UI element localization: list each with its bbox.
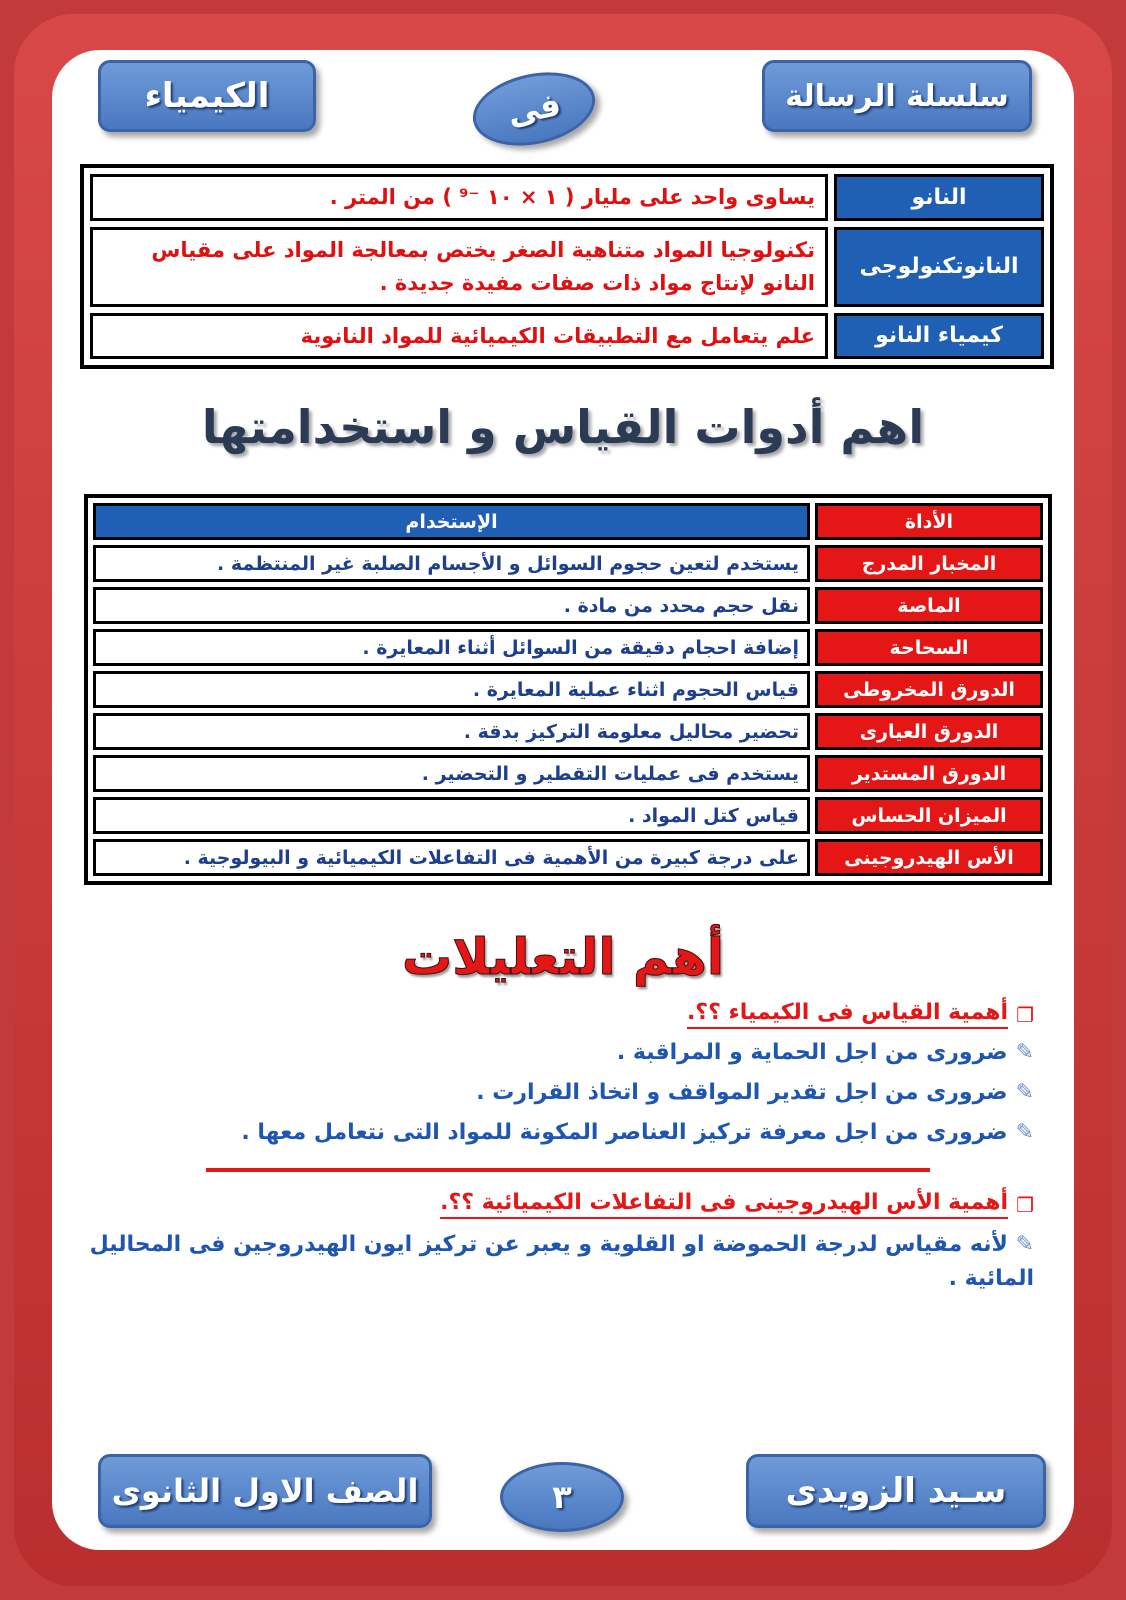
table-header-row (93, 503, 1043, 540)
definition-text: علم يتعامل مع التطبيقات الكيميائية للمواد النانوية (90, 313, 828, 360)
tool-use: إضافة احجام دقيقة من السوائل أثناء المعايرة . (93, 629, 810, 666)
table-row (93, 545, 1043, 582)
table-row (90, 174, 1044, 221)
tool-name: الدورق المستدير (815, 755, 1043, 792)
document-icon: ❐ (1016, 1192, 1034, 1217)
tool-use: على درجة كبيرة من الأهمية فى التفاعلات الكيميائية و البيولوجية . (93, 839, 810, 876)
tool-use: قياس الحجوم اثناء عملية المعايرة . (93, 671, 810, 708)
footer-author-badge: سـيد الزويدى (746, 1454, 1046, 1528)
table-row (93, 629, 1043, 666)
tool-name: الدورق المخروطى (815, 671, 1043, 708)
tool-use: قياس كتل المواد . (93, 797, 810, 834)
tool-name: الميزان الحساس (815, 797, 1043, 834)
question-1 (687, 1000, 1034, 1029)
tool-use: تحضير محاليل معلومة التركيز بدقة . (93, 713, 810, 750)
question-text: أهمية الأس الهيدروجينى فى التفاعلات الكيميائية ؟؟. (440, 1190, 1008, 1219)
answer-item (241, 1120, 1034, 1145)
column-header-use: الإستخدام (93, 503, 810, 540)
tool-name: الماصة (815, 587, 1043, 624)
header-series-badge: سلسلة الرسالة (762, 60, 1032, 132)
pencil-icon: ✎ (1015, 1040, 1034, 1065)
definition-text: يساوى واحد على مليار ( ١ × ١٠ ⁻⁹ ) من المتر . (90, 174, 828, 221)
table-row (93, 839, 1043, 876)
table-row (93, 587, 1043, 624)
answer-item (617, 1040, 1034, 1065)
answer-item (476, 1080, 1034, 1105)
tool-name: المخبار المدرج (815, 545, 1043, 582)
table-row (93, 755, 1043, 792)
main-title: اهم أدوات القياس و استخدامتها (201, 400, 925, 454)
pencil-icon: ✎ (1015, 1232, 1034, 1257)
definitions-table (80, 164, 1054, 369)
footer-grade-badge: الصف الاول الثانوى (98, 1454, 432, 1528)
answer-text: لأنه مقياس لدرجة الحموضة او القلوية و يعبر عن تركيز ايون الهيدروجين فى المحاليل المائية . (89, 1232, 1034, 1292)
tool-name: الدورق العيارى (815, 713, 1043, 750)
definition-term: كيمياء النانو (834, 313, 1044, 360)
header-subject-badge: الكيمياء (98, 60, 316, 132)
page-number: ٣ (500, 1462, 624, 1532)
table-row (90, 227, 1044, 307)
definition-term: النانو (834, 174, 1044, 221)
answer-text: ضرورى من اجل معرفة تركيز العناصر المكونة للمواد التى نتعامل معها . (241, 1120, 1008, 1145)
answer-item (54, 1228, 1034, 1296)
tool-use: نقل حجم محدد من مادة . (93, 587, 810, 624)
document-icon: ❐ (1016, 1002, 1034, 1027)
definition-term: النانوتكنولوجى (834, 227, 1044, 307)
answer-text: ضرورى من اجل تقدير المواقف و اتخاذ القرارت . (476, 1080, 1008, 1105)
reasons-title: أهم التعليلات (402, 928, 724, 986)
header-middle-badge: فى (466, 62, 602, 156)
tool-use: يستخدم فى عمليات التقطير و التحضير . (93, 755, 810, 792)
question-text: أهمية القياس فى الكيمياء ؟؟. (687, 1000, 1008, 1029)
pencil-icon: ✎ (1015, 1080, 1034, 1105)
table-row (93, 671, 1043, 708)
definition-text: تكنولوجيا المواد متناهية الصغر يختص بمعالجة المواد على مقياس النانو لإنتاج مواد ذات صفات مفيدة جديدة . (90, 227, 828, 307)
tool-use: يستخدم لتعين حجوم السوائل و الأجسام الصلبة غير المنتظمة . (93, 545, 810, 582)
tool-name: الأس الهيدروجينى (815, 839, 1043, 876)
question-2 (440, 1190, 1034, 1219)
table-row (93, 713, 1043, 750)
column-header-tool: الأداة (815, 503, 1043, 540)
table-row (90, 313, 1044, 360)
answer-text: ضرورى من اجل الحماية و المراقبة . (616, 1040, 1008, 1065)
section-divider (206, 1168, 930, 1172)
pencil-icon: ✎ (1015, 1120, 1034, 1145)
tool-name: السحاحة (815, 629, 1043, 666)
table-row (93, 797, 1043, 834)
tools-table (84, 494, 1052, 885)
